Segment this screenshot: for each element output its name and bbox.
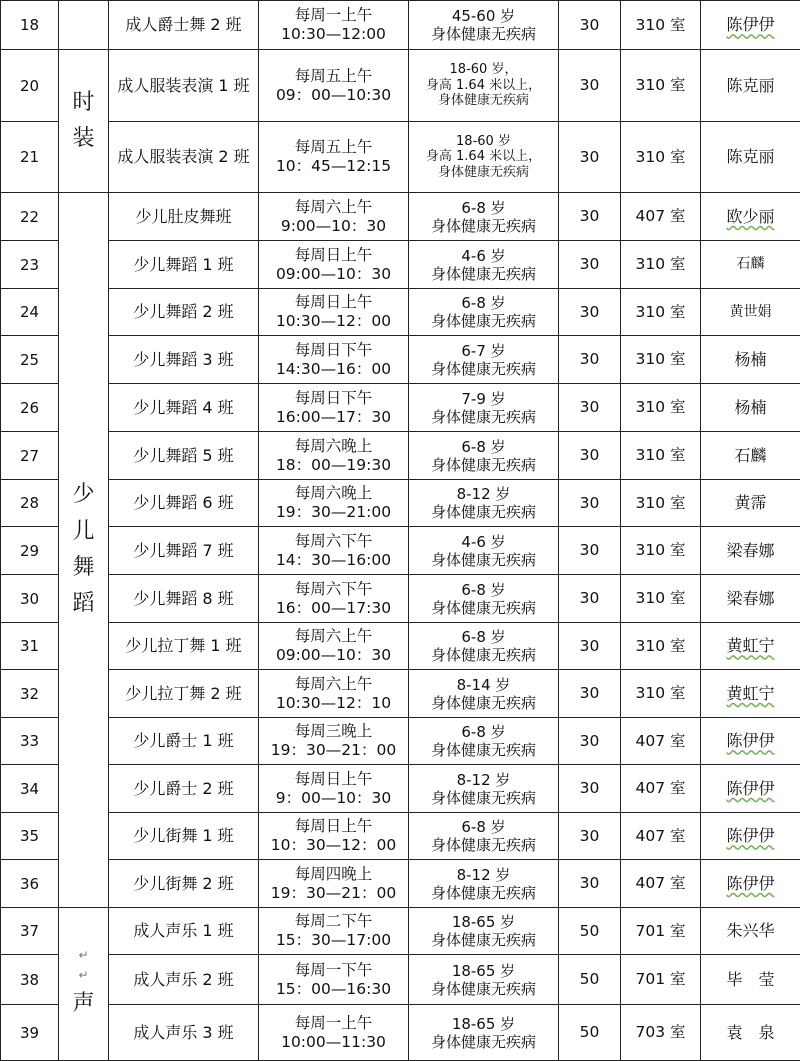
classroom: 407 室 <box>621 765 701 813</box>
schedule-time <box>259 955 409 1005</box>
teacher-name: 黄霈 <box>734 493 766 512</box>
schedule-hours: 16：00—17:30 <box>259 599 408 618</box>
enrollment-requirements <box>409 480 559 527</box>
class-name: 成人服装表演 1 班 <box>109 50 259 122</box>
classroom: 407 室 <box>621 860 701 908</box>
schedule-hours: 14:30—16：00 <box>259 360 408 379</box>
teacher-name: 陈伊伊 <box>726 779 774 798</box>
class-capacity: 30 <box>559 765 621 813</box>
class-name: 少儿舞蹈 7 班 <box>109 527 259 575</box>
teacher-cell <box>701 336 800 384</box>
schedule-day: 每周六下午 <box>259 532 408 551</box>
classroom: 310 室 <box>621 50 701 122</box>
requirement-line: 身体健康无疾病 <box>409 408 558 426</box>
schedule-hours: 09:00—10：30 <box>259 646 408 665</box>
category-char: 声 <box>59 986 108 1022</box>
schedule-day: 每周四晚上 <box>259 865 408 884</box>
teacher-cell <box>701 575 800 623</box>
class-name: 少儿舞蹈 1 班 <box>109 241 259 289</box>
row-number: 30 <box>1 575 59 623</box>
row-number: 26 <box>1 384 59 432</box>
requirement-line: 6-8 岁 <box>409 581 558 599</box>
requirement-line: 18-65 岁 <box>409 913 558 931</box>
teacher-name: 梁春娜 <box>726 589 774 608</box>
table-row <box>1 955 800 1005</box>
schedule-time <box>259 336 409 384</box>
enrollment-requirements <box>409 623 559 670</box>
requirement-line: 身体健康无疾病 <box>409 980 558 998</box>
table-row <box>1 623 800 670</box>
class-name: 少儿爵士 2 班 <box>109 765 259 813</box>
table-row <box>1 765 800 813</box>
schedule-day: 每周一下午 <box>259 961 408 980</box>
teacher-name: 石麟 <box>737 256 765 272</box>
schedule-day: 每周日上午 <box>259 293 408 312</box>
enrollment-requirements <box>409 1 559 50</box>
class-name: 少儿舞蹈 4 班 <box>109 384 259 432</box>
row-number: 18 <box>1 1 59 50</box>
requirement-line: 身体健康无疾病 <box>409 456 558 474</box>
requirement-line: 身体健康无疾病 <box>409 217 558 235</box>
table-row <box>1 908 800 955</box>
requirement-line: 6-8 岁 <box>409 438 558 456</box>
teacher-cell <box>701 384 800 432</box>
teacher-cell <box>701 241 800 289</box>
table-row <box>1 50 800 122</box>
schedule-hours: 15：00—16:30 <box>259 980 408 999</box>
classroom: 407 室 <box>621 813 701 860</box>
category-char: 舞 <box>59 550 108 586</box>
requirement-line: 身体健康无疾病 <box>409 646 558 664</box>
teacher-cell <box>701 955 800 1005</box>
class-capacity: 30 <box>559 241 621 289</box>
row-number: 37 <box>1 908 59 955</box>
row-number: 38 <box>1 955 59 1005</box>
enrollment-requirements <box>409 193 559 241</box>
class-capacity: 50 <box>559 908 621 955</box>
classroom: 703 室 <box>621 1005 701 1061</box>
class-capacity: 30 <box>559 623 621 670</box>
schedule-hours: 09：00—10:30 <box>259 86 408 105</box>
schedule-time <box>259 241 409 289</box>
schedule-hours: 10:30—12：10 <box>259 694 408 713</box>
paragraph-mark-icon: ↵ <box>59 966 108 986</box>
requirement-line: 身体健康无疾病 <box>409 741 558 759</box>
classroom: 310 室 <box>621 336 701 384</box>
schedule-hours: 10:30—12：00 <box>259 312 408 331</box>
schedule-day: 每周一上午 <box>259 6 408 25</box>
schedule-day: 每周五上午 <box>259 67 408 86</box>
teacher-cell <box>701 289 800 336</box>
teacher-name: 欧少丽 <box>726 207 774 226</box>
teacher-name: 黄世娟 <box>730 304 772 320</box>
row-number: 24 <box>1 289 59 336</box>
row-number: 32 <box>1 670 59 718</box>
row-number: 28 <box>1 480 59 527</box>
class-capacity: 30 <box>559 575 621 623</box>
table-row <box>1 1005 800 1061</box>
schedule-day: 每周二下午 <box>259 912 408 931</box>
teacher-name: 石麟 <box>734 446 766 465</box>
class-name: 少儿爵士 1 班 <box>109 718 259 765</box>
class-capacity: 30 <box>559 860 621 908</box>
requirement-line: 身体健康无疾病 <box>409 789 558 807</box>
teacher-name: 黄虹宁 <box>726 684 774 703</box>
row-number: 27 <box>1 432 59 480</box>
schedule-time <box>259 575 409 623</box>
requirement-line: 身体健康无疾病 <box>409 360 558 378</box>
requirement-line: 18-60 岁， <box>409 62 558 78</box>
requirement-line: 身体健康无疾病 <box>409 25 558 43</box>
classroom: 407 室 <box>621 718 701 765</box>
teacher-name: 陈伊伊 <box>726 874 774 893</box>
teacher-name: 陈伊伊 <box>726 15 774 34</box>
table-row <box>1 384 800 432</box>
class-name: 少儿拉丁舞 2 班 <box>109 670 259 718</box>
teacher-name: 梁春娜 <box>726 541 774 560</box>
requirement-line: 身体健康无疾病 <box>409 1033 558 1051</box>
teacher-name: 陈克丽 <box>726 76 774 95</box>
class-capacity: 30 <box>559 718 621 765</box>
schedule-day: 每周六晚上 <box>259 437 408 456</box>
schedule-day: 每周日上午 <box>259 817 408 836</box>
class-name: 少儿舞蹈 8 班 <box>109 575 259 623</box>
row-number: 33 <box>1 718 59 765</box>
classroom: 310 室 <box>621 480 701 527</box>
schedule-day: 每周六晚上 <box>259 484 408 503</box>
requirement-line: 身体健康无疾病 <box>409 694 558 712</box>
schedule-time <box>259 384 409 432</box>
row-number: 21 <box>1 122 59 193</box>
schedule-day: 每周六上午 <box>259 627 408 646</box>
table-row <box>1 289 800 336</box>
teacher-cell <box>701 480 800 527</box>
class-name: 成人服装表演 2 班 <box>109 122 259 193</box>
requirement-line: 6-8 岁 <box>409 818 558 836</box>
requirement-line: 18-65 岁 <box>409 1015 558 1033</box>
category-char: 蹈 <box>59 586 108 622</box>
enrollment-requirements <box>409 289 559 336</box>
row-number: 31 <box>1 623 59 670</box>
category-cell <box>59 50 109 193</box>
schedule-hours: 14：30—16:00 <box>259 551 408 570</box>
class-capacity: 30 <box>559 122 621 193</box>
enrollment-requirements <box>409 527 559 575</box>
teacher-name: 黄虹宁 <box>726 636 774 655</box>
enrollment-requirements <box>409 718 559 765</box>
class-name: 少儿舞蹈 2 班 <box>109 289 259 336</box>
schedule-time <box>259 122 409 193</box>
table-row <box>1 575 800 623</box>
classroom: 310 室 <box>621 289 701 336</box>
row-number: 25 <box>1 336 59 384</box>
requirement-line: 6-8 岁 <box>409 199 558 217</box>
requirement-line: 身体健康无疾病 <box>409 931 558 949</box>
enrollment-requirements <box>409 860 559 908</box>
row-number: 36 <box>1 860 59 908</box>
class-capacity: 30 <box>559 50 621 122</box>
table-row <box>1 860 800 908</box>
teacher-name: 杨楠 <box>734 350 766 369</box>
schedule-hours: 16:00—17：30 <box>259 408 408 427</box>
class-name: 少儿肚皮舞班 <box>109 193 259 241</box>
classroom: 310 室 <box>621 527 701 575</box>
requirement-line: 身体健康无疾病 <box>409 503 558 521</box>
requirement-line: 18-60 岁 <box>409 134 558 150</box>
classroom: 310 室 <box>621 670 701 718</box>
requirement-line: 4-6 岁 <box>409 533 558 551</box>
table-row <box>1 527 800 575</box>
requirement-line: 6-7 岁 <box>409 342 558 360</box>
requirement-line: 8-12 岁 <box>409 771 558 789</box>
schedule-hours: 10:00—11:30 <box>259 1033 408 1052</box>
schedule-time <box>259 50 409 122</box>
class-capacity: 50 <box>559 1005 621 1061</box>
enrollment-requirements <box>409 122 559 193</box>
classroom: 701 室 <box>621 908 701 955</box>
classroom: 310 室 <box>621 384 701 432</box>
requirement-line: 45-60 岁 <box>409 7 558 25</box>
requirement-line: 身高 1.64 米以上， <box>409 149 558 165</box>
requirement-line: 身体健康无疾病 <box>409 599 558 617</box>
schedule-hours: 15：30—17:00 <box>259 931 408 950</box>
teacher-cell <box>701 765 800 813</box>
requirement-line: 身体健康无疾病 <box>409 265 558 283</box>
schedule-time <box>259 860 409 908</box>
schedule-day: 每周日上午 <box>259 770 408 789</box>
enrollment-requirements <box>409 765 559 813</box>
category-char: 时 <box>59 85 108 121</box>
schedule-day: 每周五上午 <box>259 138 408 157</box>
schedule-time <box>259 193 409 241</box>
schedule-time <box>259 908 409 955</box>
requirement-line: 8-12 岁 <box>409 485 558 503</box>
class-capacity: 30 <box>559 336 621 384</box>
requirement-line: 8-12 岁 <box>409 866 558 884</box>
requirement-line: 6-8 岁 <box>409 294 558 312</box>
requirement-line: 4-6 岁 <box>409 247 558 265</box>
enrollment-requirements <box>409 241 559 289</box>
class-name: 少儿街舞 2 班 <box>109 860 259 908</box>
requirement-line: 身体健康无疾病 <box>409 884 558 902</box>
enrollment-requirements <box>409 575 559 623</box>
schedule-hours: 9:00—10：30 <box>259 217 408 236</box>
teacher-cell <box>701 527 800 575</box>
teacher-cell <box>701 670 800 718</box>
teacher-name: 陈伊伊 <box>726 731 774 750</box>
teacher-cell <box>701 50 800 122</box>
row-number: 20 <box>1 50 59 122</box>
table-row <box>1 336 800 384</box>
enrollment-requirements <box>409 670 559 718</box>
schedule-time <box>259 1005 409 1061</box>
teacher-cell <box>701 122 800 193</box>
row-number: 34 <box>1 765 59 813</box>
table-row <box>1 670 800 718</box>
enrollment-requirements <box>409 50 559 122</box>
category-cell <box>59 1 109 50</box>
schedule-hours: 18：00—19:30 <box>259 456 408 475</box>
class-capacity: 30 <box>559 527 621 575</box>
classroom: 310 室 <box>621 1 701 50</box>
class-name: 少儿街舞 1 班 <box>109 813 259 860</box>
teacher-cell <box>701 193 800 241</box>
requirement-line: 6-8 岁 <box>409 723 558 741</box>
class-name: 少儿舞蹈 3 班 <box>109 336 259 384</box>
teacher-cell <box>701 1 800 50</box>
schedule-hours: 9：00—10：30 <box>259 789 408 808</box>
class-capacity: 30 <box>559 670 621 718</box>
schedule-hours: 19：30—21：00 <box>259 741 408 760</box>
teacher-cell <box>701 623 800 670</box>
class-capacity: 30 <box>559 432 621 480</box>
requirement-line: 8-14 岁 <box>409 676 558 694</box>
table-row <box>1 193 800 241</box>
teacher-name: 陈伊伊 <box>726 826 774 845</box>
row-number: 23 <box>1 241 59 289</box>
schedule-time <box>259 670 409 718</box>
schedule-time <box>259 289 409 336</box>
paragraph-mark-icon: ↵ <box>59 946 108 966</box>
schedule-day: 每周六上午 <box>259 675 408 694</box>
class-capacity: 30 <box>559 289 621 336</box>
classroom: 310 室 <box>621 623 701 670</box>
class-capacity: 50 <box>559 955 621 1005</box>
class-name: 少儿舞蹈 5 班 <box>109 432 259 480</box>
schedule-day: 每周日下午 <box>259 341 408 360</box>
schedule-time <box>259 813 409 860</box>
enrollment-requirements <box>409 1005 559 1061</box>
requirement-line: 身高 1.64 米以上， <box>409 78 558 94</box>
class-name: 成人爵士舞 2 班 <box>109 1 259 50</box>
table-row <box>1 241 800 289</box>
table-row <box>1 432 800 480</box>
category-char: 儿 <box>59 514 108 550</box>
schedule-time <box>259 623 409 670</box>
schedule-time <box>259 527 409 575</box>
classroom: 310 室 <box>621 122 701 193</box>
table-row <box>1 1 800 50</box>
row-number: 35 <box>1 813 59 860</box>
schedule-hours: 19：30—21:00 <box>259 503 408 522</box>
teacher-name: 袁 泉 <box>726 1023 774 1042</box>
table-row <box>1 122 800 193</box>
teacher-cell <box>701 432 800 480</box>
enrollment-requirements <box>409 384 559 432</box>
class-capacity: 30 <box>559 1 621 50</box>
schedule-hours: 10：45—12:15 <box>259 157 408 176</box>
requirement-line: 身体健康无疾病 <box>409 93 558 109</box>
class-name: 成人声乐 3 班 <box>109 1005 259 1061</box>
row-number: 22 <box>1 193 59 241</box>
row-number: 39 <box>1 1005 59 1061</box>
class-capacity: 30 <box>559 384 621 432</box>
schedule-day: 每周日上午 <box>259 246 408 265</box>
classroom: 310 室 <box>621 241 701 289</box>
classroom: 701 室 <box>621 955 701 1005</box>
teacher-cell <box>701 1005 800 1061</box>
teacher-name: 杨楠 <box>734 398 766 417</box>
schedule-day: 每周一上午 <box>259 1014 408 1033</box>
requirement-line: 身体健康无疾病 <box>409 312 558 330</box>
class-capacity: 30 <box>559 193 621 241</box>
teacher-name: 陈克丽 <box>726 147 774 166</box>
schedule-time <box>259 718 409 765</box>
class-name: 少儿舞蹈 6 班 <box>109 480 259 527</box>
enrollment-requirements <box>409 336 559 384</box>
requirement-line: 18-65 岁 <box>409 962 558 980</box>
table-body <box>1 1 800 1061</box>
teacher-name: 毕 莹 <box>726 970 774 989</box>
table-row <box>1 813 800 860</box>
teacher-name: 朱兴华 <box>726 921 774 940</box>
class-capacity: 30 <box>559 480 621 527</box>
enrollment-requirements <box>409 813 559 860</box>
schedule-time <box>259 1 409 50</box>
class-name: 成人声乐 1 班 <box>109 908 259 955</box>
requirement-line: 6-8 岁 <box>409 628 558 646</box>
schedule-hours: 09:00—10：30 <box>259 265 408 284</box>
classroom: 310 室 <box>621 432 701 480</box>
row-number: 29 <box>1 527 59 575</box>
category-cell <box>59 908 109 1061</box>
schedule-day: 每周六下午 <box>259 580 408 599</box>
schedule-time <box>259 432 409 480</box>
teacher-cell <box>701 813 800 860</box>
schedule-day: 每周三晚上 <box>259 722 408 741</box>
class-name: 少儿拉丁舞 1 班 <box>109 623 259 670</box>
category-char: 装 <box>59 121 108 157</box>
classroom: 310 室 <box>621 575 701 623</box>
teacher-cell <box>701 908 800 955</box>
classroom: 407 室 <box>621 193 701 241</box>
requirement-line: 身体健康无疾病 <box>409 165 558 181</box>
table-row <box>1 480 800 527</box>
enrollment-requirements <box>409 955 559 1005</box>
class-capacity: 30 <box>559 813 621 860</box>
enrollment-requirements <box>409 432 559 480</box>
teacher-cell <box>701 860 800 908</box>
requirement-line: 身体健康无疾病 <box>409 551 558 569</box>
schedule-time <box>259 480 409 527</box>
schedule-hours: 10:30—12:00 <box>259 25 408 44</box>
category-cell <box>59 193 109 908</box>
schedule-hours: 19：30—21：00 <box>259 884 408 903</box>
category-char: 少 <box>59 477 108 513</box>
schedule-time <box>259 765 409 813</box>
requirement-line: 7-9 岁 <box>409 390 558 408</box>
requirement-line: 身体健康无疾病 <box>409 836 558 854</box>
class-name: 成人声乐 2 班 <box>109 955 259 1005</box>
teacher-cell <box>701 718 800 765</box>
enrollment-requirements <box>409 908 559 955</box>
table-row <box>1 718 800 765</box>
schedule-day: 每周日下午 <box>259 389 408 408</box>
schedule-day: 每周六上午 <box>259 198 408 217</box>
schedule-hours: 10：30—12：00 <box>259 836 408 855</box>
